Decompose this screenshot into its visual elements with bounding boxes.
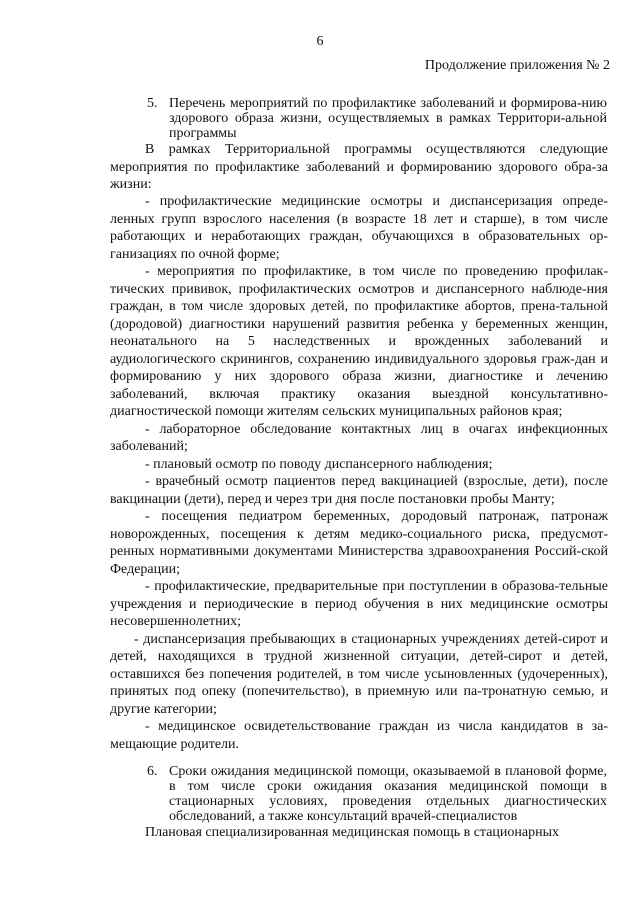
section-6-number: 6. xyxy=(147,764,158,779)
measures-list xyxy=(110,193,608,753)
section-6-title: Сроки ожидания медицинской помощи, оказываемой в плановой форме, в том числе сроки ожидания оказания медицинской помощи в стационарных условиях, проведения отдельных диагностических обследований, а также консультаций врачей-специалистов xyxy=(169,764,607,824)
list-item: - диспансеризация пребывающих в стационарных учреждениях детей-сирот и детей, находящихся в трудной жизненной ситуации, детей-сирот и детей, оставшихся без попечения родителей, в том числе усыновленных (удочеренных), принятых под опеку (попечительство), в приемную или па-тронатную семью, и другие категории; xyxy=(110,631,608,717)
list-item: - лабораторное обследование контактных лиц в очагах инфекционных заболеваний; xyxy=(110,421,608,454)
page-number: 6 xyxy=(316,34,324,49)
intro-paragraph: В рамках Территориальной программы осуществляются следующие мероприятия по профилактике заболеваний и формированию здорового обра-за жизни: xyxy=(110,142,608,192)
list-item: - профилактические, предварительные при поступлении в образова-тельные учреждения и периодические в период обучения в них медицинские осмотры несовершеннолетних; xyxy=(110,579,608,629)
list-item: - плановый осмотр по поводу диспансерного наблюдения; xyxy=(145,456,493,472)
list-item: - профилактические медицинские осмотры и диспансеризация опреде-ленных групп взрослого населения (в возрасте 18 лет и старше), в том числе работающих и неработающих граждан, обучающихся в образовательных ор-ганизациях по очной форме; xyxy=(110,194,608,262)
list-item: - мероприятия по профилактике, в том числе по проведению профилак-тических прививок, профилактических осмотров и диспансерного наблюде-ния граждан, в том числе здоровых детей, по профилактике абортов, прена-тальной (дородовой) диагностики нарушений развития ребенка у беременных женщин, неонатального на 5 наследственных и врожденных заболеваний и аудиологического скринингов, сохранению индивидуального здоровья граж-дан и формированию у них здорового образа жизни, диагностике и лечению заболеваний, включая практику оказания выездной консультативно-диагностической помощи жителям сельских муниципальных районов края; xyxy=(110,264,608,419)
last-paragraph: Плановая специализированная медицинская помощь в стационарных xyxy=(145,825,560,840)
section-5-heading xyxy=(147,96,607,141)
list-item: - посещения педиатром беременных, дородовый патронаж, патронаж новорожденных, посещения к детям медико-социального риска, предусмот-ренных нормативными документами Министерства здравоохранения Россий-ской Федерации; xyxy=(110,509,608,577)
list-item: - медицинское освидетельствование граждан из числа кандидатов в за-мещающие родители. xyxy=(110,719,608,752)
section-5-title: Перечень мероприятий по профилактике заболеваний и формирова-нию здорового образа жизни, осуществляемых в рамках Территори-альной программы xyxy=(169,96,607,141)
list-item: - врачебный осмотр пациентов перед вакцинацией (взрослые, дети), после вакцинации (дети), перед и через три дня после постановки пробы Манту; xyxy=(110,474,608,507)
section-5-number: 5. xyxy=(147,96,158,111)
section-6-heading xyxy=(147,764,607,824)
appendix-continuation-note: Продолжение приложения № 2 xyxy=(424,58,610,73)
